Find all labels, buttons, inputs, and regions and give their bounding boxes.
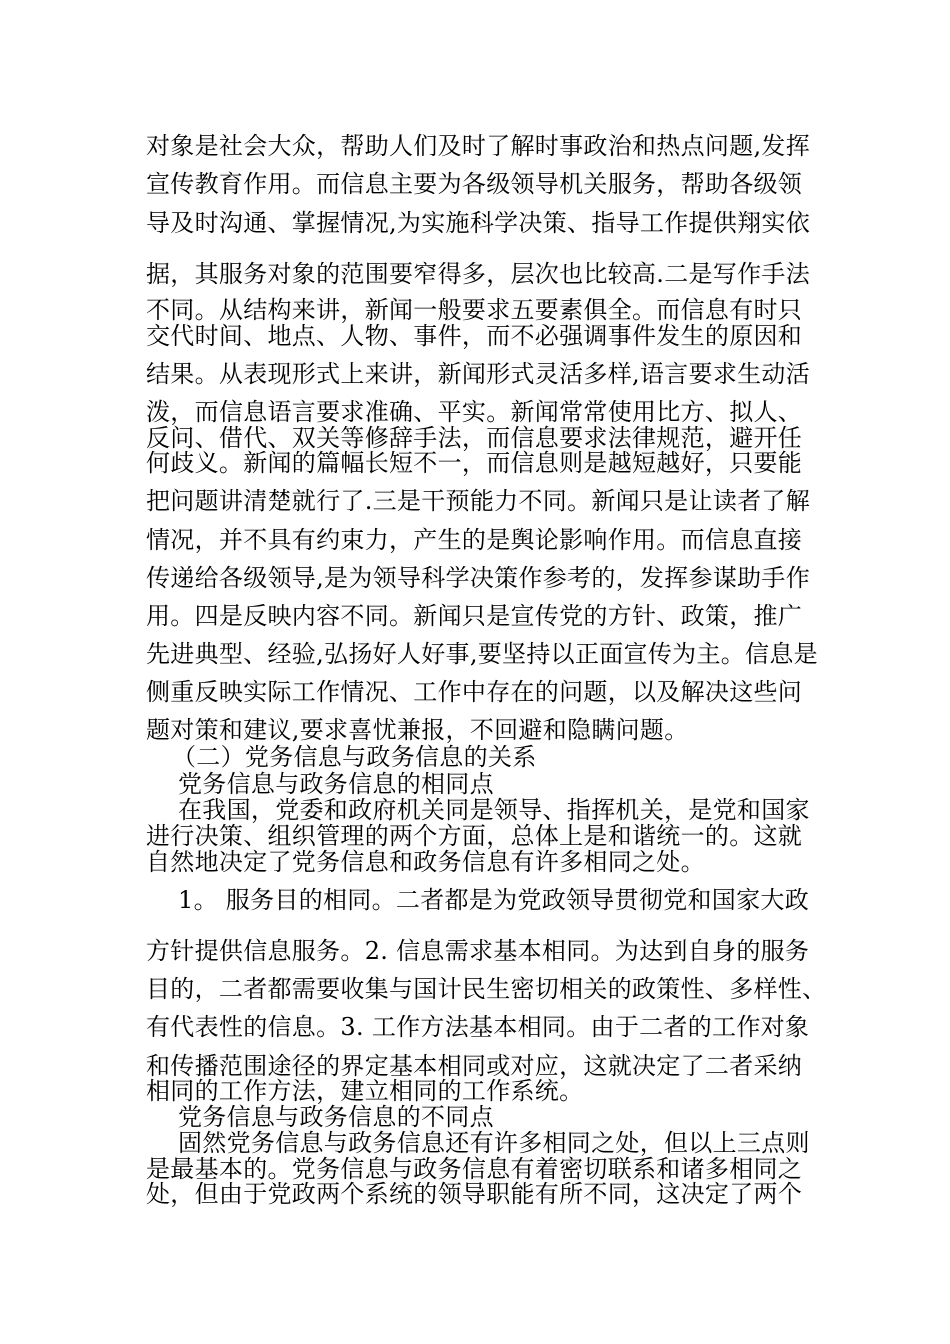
text-line: 不同。从结构来讲，新闻一般要求五要素俱全。而信息有时只 [146,296,803,324]
text-line: 用。四是反映内容不同。新闻只是宣传党的方针、政策，推广 [146,602,803,630]
text-line: 固然党务信息与政务信息还有许多相同之处，但以上三点则 [178,1129,810,1157]
text-line: 题对策和建议,要求喜忧兼报，不回避和隐瞒问题。 [146,716,689,744]
text-line: 据，其服务对象的范围要窄得多，层次也比较高.二是写作手法 [146,260,811,288]
text-line: 把问题讲清楚就行了.三是干预能力不同。新闻只是让读者了解 [146,487,811,515]
text-line: 传递给各级领导,是为领导科学决策作参考的，发挥参谋助手作 [146,564,811,592]
text-line: 有代表性的信息。3. 工作方法基本相同。由于二者的工作对象 [146,1013,810,1041]
text-line: 对象是社会大众，帮助人们及时了解时事政治和热点问题,发挥 [146,132,811,160]
text-line: 反问、借代、双关等修辞手法，而信息要求法律规范，避开任 [146,424,803,452]
text-line: 何歧义。新闻的篇幅长短不一，而信息则是越短越好，只要能 [146,449,803,477]
subheading: 党务信息与政务信息的相同点 [178,770,494,798]
text-line: 在我国，党委和政府机关同是领导、指挥机关，是党和国家 [178,796,810,824]
text-line: 宣传教育作用。而信息主要为各级领导机关服务，帮助各级领 [146,170,803,198]
text-line: 处，但由于党政两个系统的领导职能有所不同，这决定了两个 [146,1180,803,1208]
text-line: 结果。从表现形式上来讲，新闻形式灵活多样,语言要求生动活 [146,360,811,388]
section-heading: （二）党务信息与政务信息的关系 [172,743,537,771]
text-line: 先进典型、经验,弘扬好人好事,要坚持以正面宣传为主。信息是 [146,640,818,668]
text-line: 方针提供信息服务。2. 信息需求基本相同。为达到自身的服务 [146,937,810,965]
text-line: 交代时间、地点、人物、事件，而不必强调事件发生的原因和 [146,322,803,350]
subheading: 党务信息与政务信息的不同点 [178,1103,494,1131]
text-line: 泼，而信息语言要求准确、平实。新闻常常使用比方、拟人、 [146,398,803,426]
text-line: 侧重反映实际工作情况、工作中存在的问题，以及解决这些问 [146,678,803,706]
text-line: 情况，并不具有约束力，产生的是舆论影响作用。而信息直接 [146,526,803,554]
text-line: 相同的工作方法，建立相同的工作系统。 [146,1077,584,1105]
text-line: 自然地决定了党务信息和政务信息有许多相同之处。 [146,848,705,876]
text-line: 和传播范围途径的界定基本相同或对应，这就决定了二者采纳 [146,1052,803,1080]
text-line: 是最基本的。党务信息与政务信息有着密切联系和诸多相同之 [146,1155,803,1183]
text-line: 目的，二者都需要收集与国计民生密切相关的政策性、多样性、 [146,975,827,1003]
text-line: 1。 服务目的相同。二者都是为党政领导贯彻党和国家大政 [178,886,809,914]
text-line: 导及时沟通、掌握情况,为实施科学决策、指导工作提供翔实依 [146,209,811,237]
text-line: 进行决策、组织管理的两个方面，总体上是和谐统一的。这就 [146,822,803,850]
